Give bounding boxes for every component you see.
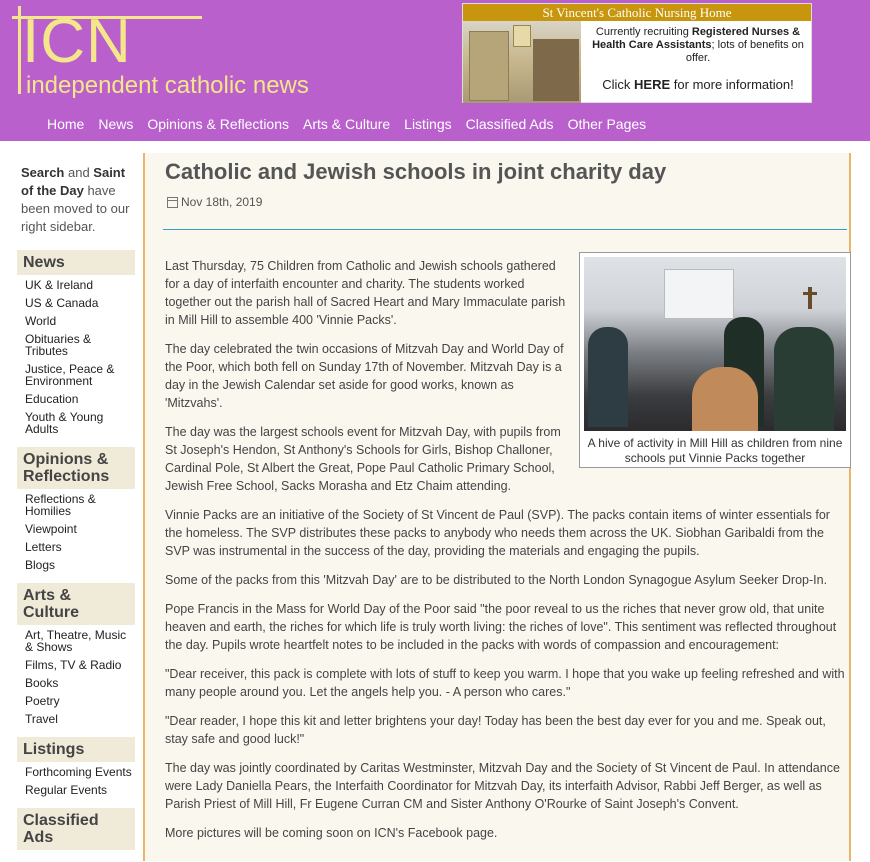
sidebar-note-search: Search	[21, 165, 65, 180]
photo-caption: A hive of activity in Mill Hill as children from nine schools put Vinnie Packs together	[587, 436, 843, 465]
sidebar-item-poetry[interactable]: Poetry	[25, 694, 60, 708]
sidebar-section-arts	[17, 583, 135, 725]
sidebar-item-books[interactable]: Books	[25, 676, 59, 690]
sidebar-note	[17, 164, 135, 236]
sidebar-head-opinions[interactable]: Opinions & Reflections	[17, 447, 135, 489]
sidebar-item-education[interactable]: Education	[25, 392, 79, 406]
title-divider	[163, 229, 847, 230]
article-paragraph: "Dear receiver, this pack is complete with lots of stuff to keep you warm. I hope that you wake up feeling refreshed and with many people around you. Let the angels help you. - A person who cares."	[165, 667, 845, 699]
ad-building2-icon	[533, 39, 579, 101]
sidebar-item-regular[interactable]: Regular Events	[25, 783, 108, 797]
ad-crest-icon	[513, 25, 531, 47]
article-paragraph: Vinnie Packs are an initiative of the Society of St Vincent de Paul (SVP). The packs contain items of winter essentials for the homeless. The SVP distributes these packs to anybody who needs them across the UK. Siobhan Garibaldi from the SVP was instrumental in the success of the day, providing the materials and engaging the pupils.	[165, 508, 830, 558]
sidebar-section-opinions	[17, 447, 135, 571]
sidebar-note-saint: Saint of the Day	[21, 165, 126, 198]
ad-title: St Vincent's Catholic Nursing Home	[463, 4, 811, 21]
nav-home[interactable]: Home	[47, 116, 85, 132]
ad-text	[587, 26, 809, 65]
site-logo[interactable]	[8, 4, 328, 100]
sidebar-head-listings[interactable]: Listings	[17, 737, 135, 762]
sidebar-item-travel[interactable]: Travel	[25, 712, 58, 726]
left-sidebar	[17, 164, 135, 862]
ad-click-text[interactable]	[587, 77, 809, 92]
logo-cross-vertical	[18, 6, 21, 94]
sidebar-head-arts[interactable]: Arts & Culture	[17, 583, 135, 625]
article-date-text: Nov 18th, 2019	[181, 195, 263, 209]
ad-text-bold: Registered Nurses & Health Care Assistants	[592, 26, 801, 51]
logo-subtitle: independent catholic news	[26, 72, 309, 99]
sidebar-note-and: and	[64, 165, 94, 180]
sidebar-item-viewpoint[interactable]: Viewpoint	[25, 522, 77, 536]
ad-image	[463, 21, 581, 103]
main-nav	[40, 114, 653, 134]
sidebar-note-rest: have been moved to our right sidebar.	[21, 183, 130, 234]
article-body	[165, 257, 847, 853]
site-header	[0, 0, 870, 141]
article-paragraph: "Dear reader, I hope this kit and letter brightens your day! Today has been the best day ever for you and me. Speak out, stay safe and good luck!"	[165, 714, 826, 746]
nav-other[interactable]: Other Pages	[567, 116, 647, 132]
article-paragraph: The day was the largest schools event for Mitzvah Day, with pupils from St Joseph's Hendon, St Anthony's Schools for Girls, Bishop Challoner, Cardinal Pole, St Albert the Great, Pope Paul Catholic Primary School, Jewish Free School, Sacks Morasha and Etz Chaim attending.	[165, 425, 561, 493]
article-date	[167, 195, 262, 209]
sidebar-item-letters[interactable]: Letters	[25, 540, 62, 554]
sidebar-item-forthcoming[interactable]: Forthcoming Events	[25, 765, 132, 779]
ad-click-post: for more information!	[670, 77, 794, 92]
sidebar-item-justice[interactable]: Justice, Peace & Environment	[25, 362, 115, 388]
article-paragraph: Some of the packs from this 'Mitzvah Day' are to be distributed to the North London Synagogue Asylum Seeker Drop-In.	[165, 573, 828, 587]
sidebar-item-reflections[interactable]: Reflections & Homilies	[25, 492, 96, 518]
article-paragraph: The day celebrated the twin occasions of Mitzvah Day and World Day of the Poor, which both fell on Sunday 17th of November. Mitzvah Day is a day in the Jewish Calendar set aside for good works, known as 'Mitzvahs'.	[165, 342, 564, 410]
nav-listings[interactable]: Listings	[404, 116, 452, 132]
ad-building-icon	[469, 31, 509, 101]
ad-click-here-link[interactable]: HERE	[634, 77, 671, 92]
nursing-home-ad[interactable]	[462, 3, 812, 103]
sidebar-head-classified[interactable]: Classified Ads	[17, 808, 135, 850]
sidebar-head-news[interactable]: News	[17, 250, 135, 275]
sidebar-section-news	[17, 250, 135, 435]
logo-title: ICN	[22, 7, 132, 76]
article-paragraph: Pope Francis in the Mass for World Day of the Poor said "the poor reveal to us the riches that never grow old, that unite heaven and earth, the riches for which life is truly worth living: the riches of love". This sentiment was reflected throughout the day. Pupils wrote heartfelt notes to be included in the packs with words of compassion and encouragement:	[165, 602, 837, 652]
article-paragraph: Last Thursday, 75 Children from Catholic and Jewish schools gathered for a day of interfaith encounter and charity. The students worked together out the parish hall of Sacred Heart and Mary Immaculate parish in Mill Hill to assemble 400 'Vinnie Packs'.	[165, 259, 566, 327]
sidebar-item-blogs[interactable]: Blogs	[25, 558, 56, 572]
sidebar-item-us-canada[interactable]: US & Canada	[25, 296, 99, 310]
sidebar-item-art-theatre[interactable]: Art, Theatre, Music & Shows	[25, 628, 127, 654]
sidebar-item-world[interactable]: World	[25, 314, 57, 328]
ad-click-pre: Click	[602, 77, 635, 92]
nav-news[interactable]: News	[98, 116, 134, 132]
ad-text-post: ; lots of benefits on offer.	[685, 39, 804, 64]
sidebar-item-uk-ireland[interactable]: UK & Ireland	[25, 278, 94, 292]
article-title: Catholic and Jewish schools in joint charity day	[165, 159, 667, 184]
sidebar-section-listings	[17, 737, 135, 796]
calendar-icon	[167, 197, 178, 208]
article-paragraph: More pictures will be coming soon on ICN's Facebook page.	[165, 826, 498, 840]
sidebar-item-obituaries[interactable]: Obituaries & Tributes	[25, 332, 92, 358]
sidebar-item-films[interactable]: Films, TV & Radio	[25, 658, 122, 672]
ad-text-pre: Currently recruiting	[595, 26, 692, 38]
nav-classified[interactable]: Classified Ads	[465, 116, 554, 132]
article-container	[143, 153, 851, 861]
sidebar-item-youth[interactable]: Youth & Young Adults	[25, 410, 104, 436]
sidebar-section-classified	[17, 808, 135, 850]
nav-arts[interactable]: Arts & Culture	[303, 116, 391, 132]
article-paragraph: The day was jointly coordinated by Caritas Westminster, Mitzvah Day and the Society of St Vincent de Paul. In attendance were Lady Daniella Pears, the Interfaith Coordinator for Mitzvah Day, its interfaith Advisor, Rabbi Jeff Berger, as well as Parish Priest of Mill Hill, Fr Eugene Curran CM and Sister Anthony O'Rourke of Saint Joseph's Convent.	[165, 761, 840, 811]
nav-opinions[interactable]: Opinions & Reflections	[147, 116, 290, 132]
